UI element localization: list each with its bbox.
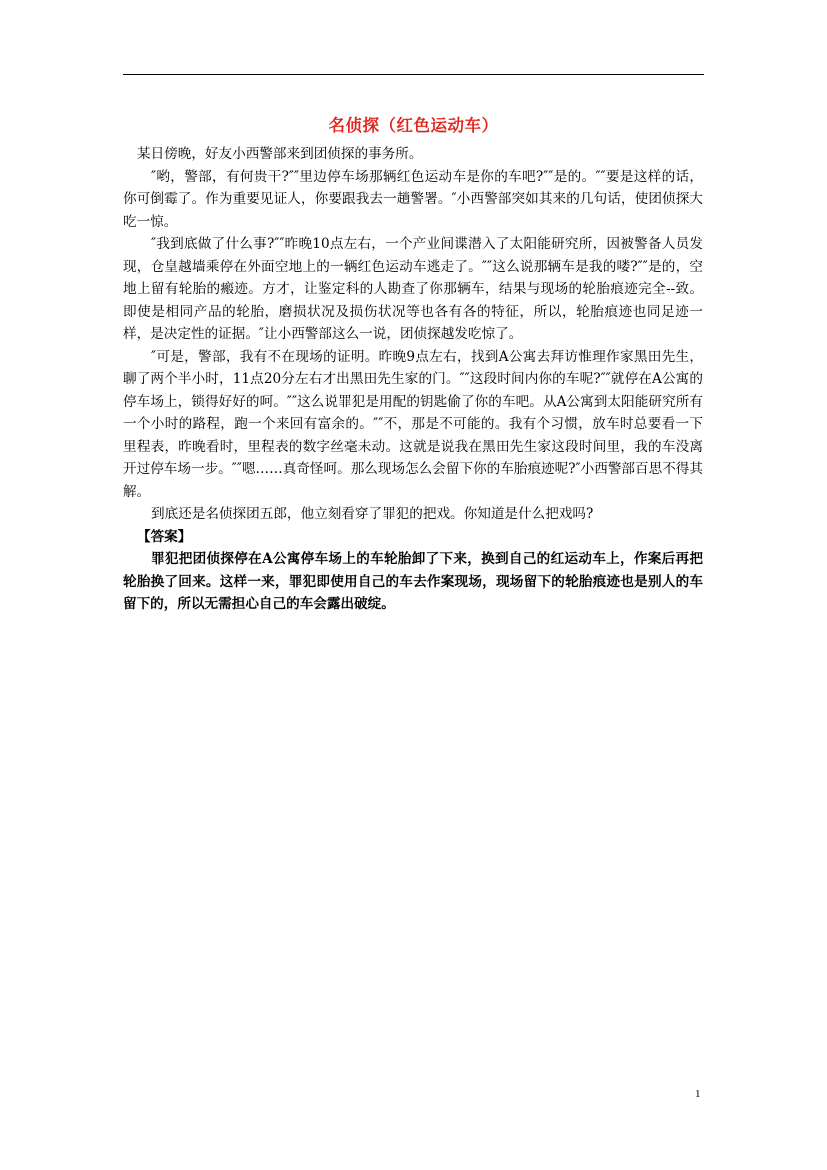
paragraph: ″我到底做了什么事?″″昨晚10点左右，一个产业间谍潜入了太阳能研究所，因被警备人员发现，仓皇越墙乘停在外面空地上的一辆红色运动车逃走了。″″这么说那辆车是我的喽?″″是的，空地上留有轮胎的瘢迹。方才，让鉴定科的人勘查了你那辆车，结果与现场的轮胎痕迹完全--致。即使是相同产品的轮胎，磨损状况及损伤状况等也各有各的特征，所以，轮胎痕迹也同足迹一样，是决定性的证据。″让小西警部这么一说，团侦探越发吃惊了。 [123, 236, 703, 342]
header-rule [123, 74, 704, 75]
paragraph: 到底还是名侦探团五郎，他立刻看穿了罪犯的把戏。你知道是什么把戏吗? [151, 506, 594, 522]
page-number: 1 [695, 1088, 701, 1100]
answer-label: 【答案】 [137, 528, 192, 545]
paragraph: ″可是，警部，我有不在现场的证明。昨晚9点左右，找到A公寓去拜访惟理作家黑田先生，聊了两个半小时，11点20分左右才出黑田先生家的门。″″这段时间内你的车呢?″″就停在A公寓的停车场上，锁得好好的呵。″″这么说罪犯是用配的钥匙偷了你的车吧。从A公寓到太阳能研究所有一个小时的路程，跑一个来回有富余的。″″不，那是不可能的。我有个习惯，放车时总要看一下里程表，昨晚看时，里程表的数字丝毫未动。这就是说我在黑田先生家这段时间里，我的车没离开过停车场一步。″″嗯……真奇怪呵。那么现场怎么会留下你的车胎痕迹呢?″小西警部百思不得其解。 [123, 348, 703, 500]
paragraph: 某日傍晚，好友小西警部来到团侦探的事务所。 [137, 146, 423, 162]
answer-text: 罪犯把团侦探停在A公寓停车场上的车轮胎卸了下来，换到自己的红运动车上，作案后再把轮胎换了回来。这样一来，罪犯即使用自己的车去作案现场，现场留下的轮胎痕迹也是别人的车留下的，所以无需担心自己的车会露出破绽。 [123, 551, 703, 612]
body-text [123, 143, 703, 616]
paragraph: ″哟，警部，有何贵干?″″里边停车场那辆红色运动车是你的车吧?″″是的。″″要是这样的话，你可倒霉了。作为重要见证人，你要跟我去一趟警署。″小西警部突如其来的几句话，使团侦探大吃一惊。 [123, 168, 703, 230]
document-title: 名侦探（红色运动车） [328, 116, 499, 135]
